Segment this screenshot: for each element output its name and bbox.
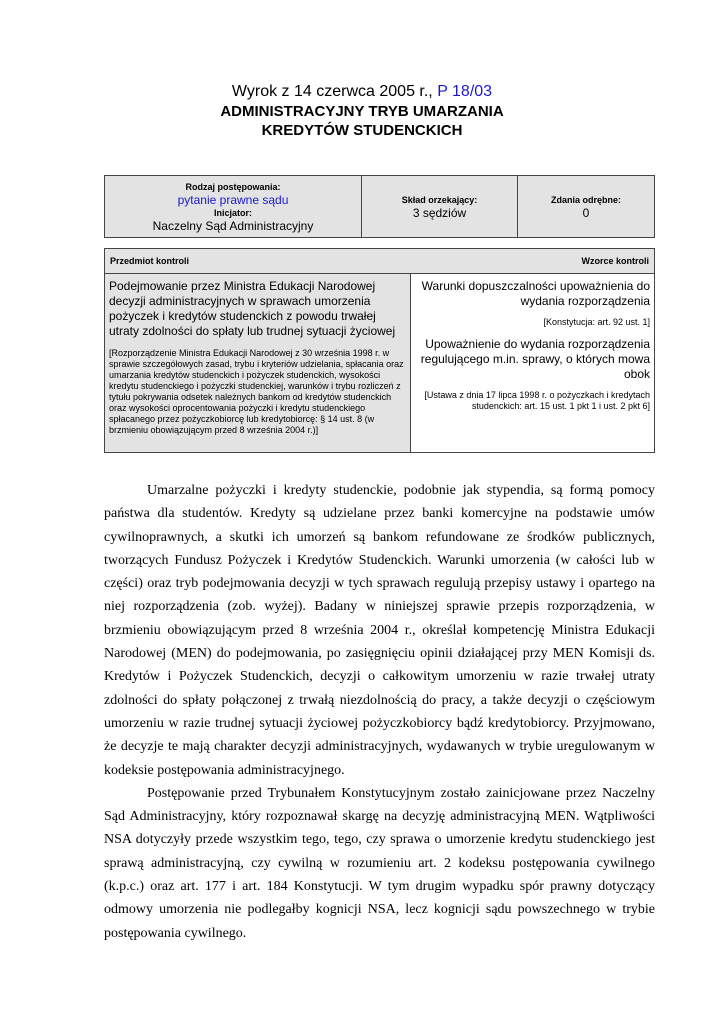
subject-main: Podejmowanie przez Ministra Edukacji Narodowej decyzji administracyjnych w sprawach umorzenia pożyczek i kredytów studenckich z powodu trwałej utraty zdolności do spłaty lub trudnej sytuacji życiowej bbox=[109, 279, 396, 338]
subject-column bbox=[105, 274, 411, 452]
paragraph-1: Umarzalne pożyczki i kredyty studenckie, podobnie jak stypendia, są formą pomocy państwa dla studentów. Kredyty są udzielane przez banki komercyjne na podstawie umów cywilnoprawnych, a skutki ich umorzeń są bankom refundowane ze środków publicznych, tworzących Fundusz Pożyczek i Kredytów Studenckich. Warunki umorzenia (w całości lub w części) oraz tryb podejmowania decyzji w tych sprawach regulują przepisy ustawy i opartego na niej rozporządzenia (zob. wyżej). Badany w niniejszej sprawie przepis rozporządzenia, w brzmieniu obowiązującym przed 8 września 2004 r., określał kompetencję Ministra Edukacji Narodowej (MEN) do podejmowania, po zasięgnięciu opinii działającej przy MEN Komisji ds. Kredytów i Pożyczek Studenckich, decyzji o całkowitym umorzeniu w razie trwałej utraty zdolności do spłaty połączonej z trwałą niezdolnością do pracy, a także decyzji o częściowym umorzeniu w razie trudnej sytuacji życiowej pożyczkobiorcy bądź kredytobiorcy. Przyjmowano, że decyzje te mają charakter decyzji administracyjnych, wydawanych w trybie uregulowanym w kodeksie postępowania administracyjnego. bbox=[104, 483, 655, 778]
bench-label: Skład orzekający: bbox=[401, 194, 478, 205]
patterns-column bbox=[411, 274, 654, 452]
paragraph-2: Postępowanie przed Trybunałem Konstytucyjnym zostało zainicjowane przez Naczelny Sąd Administracyjny, który rozpoznawał skargę na decyzję administracyjną MEN. Wątpliwości NSA dotyczyły przede wszystkim tego, tego, czy sprawa o umorzenie kredytu studenckiego jest sprawą administracyjną, czy cywilną w rozumieniu art. 2 kodeksu postępowania cywilnego (k.p.c.) oraz art. 177 i art. 184 Konstytucji. W tym drugim wypadku spór prawny dotyczący odmowy umorzenia nie podlegałby kognicji NSA, lecz kognicji sądu powszechnego w trybie postępowania cywilnego. bbox=[104, 785, 655, 941]
pattern-1-basis: [Konstytucja: art. 92 ust. 1] bbox=[543, 317, 650, 327]
patterns-header: Wzorce kontroli bbox=[581, 256, 649, 266]
judgment-title bbox=[0, 82, 724, 102]
bench-value: 3 sędziów bbox=[412, 205, 467, 220]
dissent-label: Zdania odrębne: bbox=[550, 194, 621, 205]
proceeding-cell bbox=[105, 176, 362, 237]
subject-note: [Rozporządzenie Ministra Edukacji Narodowej z 30 września 1998 r. w sprawie szczegółowych zasad, trybu i kryteriów udzielania, spłacania oraz umarzania kredytów studenckich i pożyczek studenckich, wysokości kredytu studenckiego i pożyczki studenckiej, warunków i trybu rozliczeń z tytułu pokrywania odsetek należnych bankom od kredytów studenckich oraz wysokości oprocentowania pożyczki i kredytu studenckiego spłacanego przez pożyczkobiorcę lub kredytobiorcę: § 14 ust. 8 (w brzmieniu obowiązującym przed 8 września 2004 r.)] bbox=[109, 348, 404, 435]
pattern-1-name: Warunki dopuszczalności upoważnienia do wydania rozporządzenia bbox=[421, 279, 650, 308]
case-number-link[interactable]: P 18/03 bbox=[437, 83, 493, 100]
judgment-date: Wyrok z 14 czerwca 2005 r., bbox=[231, 83, 438, 100]
pattern-2-name: Upoważnienie do wydania rozporządzenia regulującego m.in. sprawy, o których mowa obok bbox=[420, 337, 650, 381]
control-box bbox=[104, 248, 655, 453]
initiator-label: Inicjator: bbox=[213, 207, 252, 218]
body-text bbox=[104, 479, 655, 945]
info-box bbox=[104, 175, 655, 238]
subtitle-line-1: ADMINISTRACYJNY TRYB UMARZANIA bbox=[220, 103, 504, 120]
dissent-value: 0 bbox=[582, 205, 590, 220]
pattern-2-basis: [Ustawa z dnia 17 lipca 1998 r. o pożyczkach i kredytach studenckich: art. 15 ust. 1 pkt 1 i ust. 2 pkt 6] bbox=[424, 390, 650, 411]
control-box-header bbox=[105, 249, 654, 274]
bench-cell bbox=[362, 176, 518, 237]
proceeding-value-link[interactable]: pytanie prawne sądu bbox=[177, 192, 289, 207]
title-block bbox=[0, 82, 724, 140]
subject-header: Przedmiot kontroli bbox=[110, 256, 190, 266]
dissent-cell bbox=[518, 176, 654, 237]
subtitle-line-2: KREDYTÓW STUDENCKICH bbox=[261, 122, 463, 139]
control-box-body bbox=[105, 274, 654, 452]
initiator-value: Naczelny Sąd Administracyjny bbox=[152, 218, 314, 233]
proceeding-label: Rodzaj postępowania: bbox=[185, 181, 281, 192]
